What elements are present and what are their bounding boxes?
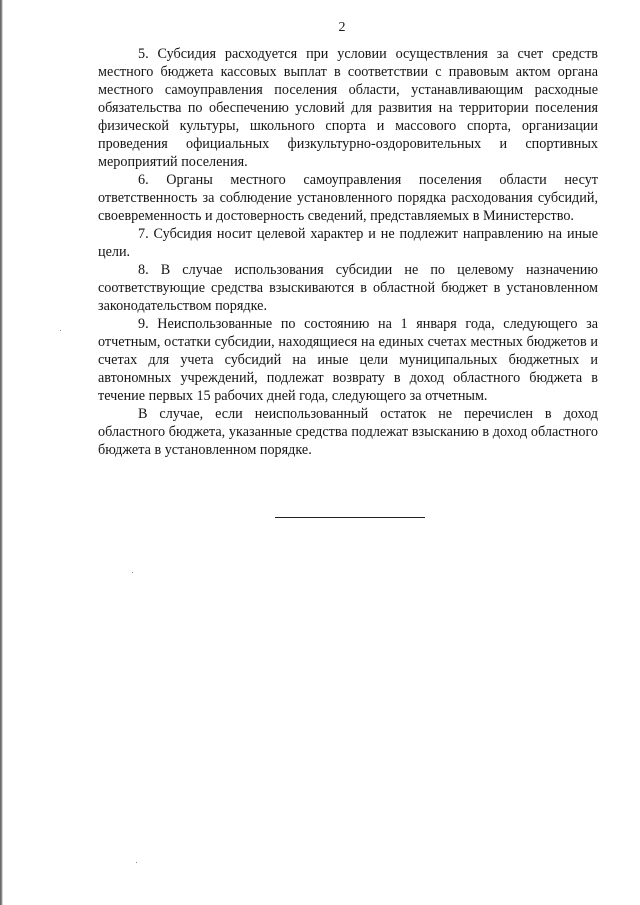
paragraph-9: 9. Неиспользованные по состоянию на 1 января года, следующего за отчетным, остатки субсидии, находящиеся на единых счетах местных бюджетов и счетах для учета субсидий на иные цели муниципальных бюджетных и автономных учреждений, подлежат возврату в доход областного бюджета в течение первых 15 рабочих дней года, следующего за отчетным. (98, 316, 598, 404)
paragraph-8: 8. В случае использования субсидии не по целевому назначению соответствующие средства взыскиваются в областной бюджет в установленном законодательством порядке. (98, 262, 598, 314)
scan-speck (136, 862, 137, 863)
closing-divider-line (275, 517, 425, 518)
scan-speck (132, 572, 133, 573)
scan-left-edge (0, 0, 3, 905)
paragraph-6: 6. Органы местного самоуправления поселения области несут ответственность за соблюдение установленного порядка расходования субсидий, своевременность и достоверность сведений, представляемых в Министерство. (98, 172, 598, 224)
page-number: 2 (338, 20, 346, 35)
paragraph-9-continuation: В случае, если неиспользованный остаток не перечислен в доход областного бюджета, указанные средства подлежат взысканию в доход областного бюджета в установленном порядке. (98, 406, 598, 458)
scan-speck (60, 330, 61, 331)
document-body (98, 45, 598, 459)
paragraph-5: 5. Субсидия расходуется при условии осуществления за счет средств местного бюджета кассовых выплат в соответствии с правовым актом органа местного самоуправления поселения области, устанавливающим расходные обязательства по обеспечению условий для развития на территории поселения физической культуры, школьного спорта и массового спорта, организации проведения официальных физкультурно-оздоровительных и спортивных мероприятий поселения. (98, 46, 598, 170)
paragraph-7: 7. Субсидия носит целевой характер и не подлежит направлению на иные цели. (98, 226, 598, 260)
